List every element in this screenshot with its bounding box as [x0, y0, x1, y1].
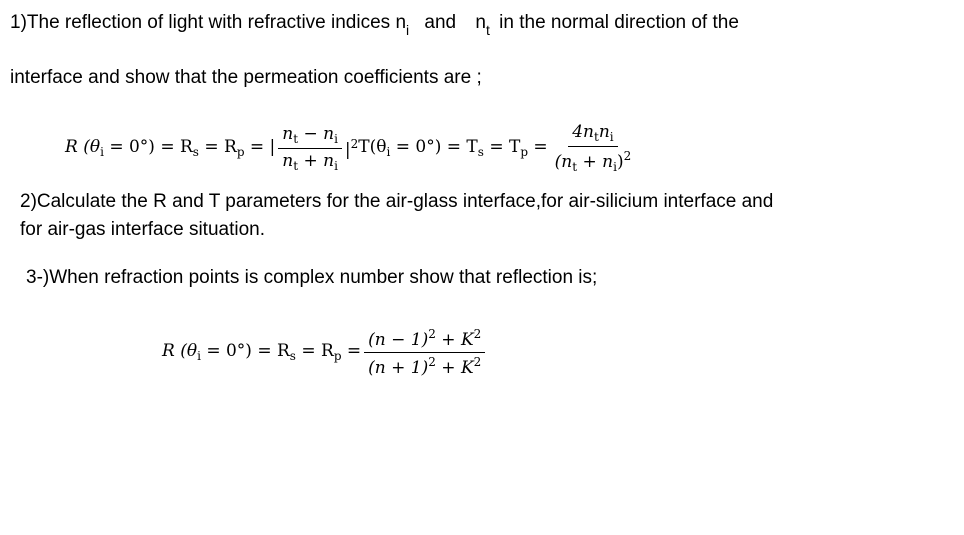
eq2-lhs: R $(\theta_i = 0^\circ) = R_s = R_p$ =	[162, 341, 362, 363]
question-1-line-2: interface and show that the permeation coefficients are ;	[10, 67, 482, 88]
q1-text-a: 1)The reflection of light with refractive indices n	[10, 12, 407, 33]
q1-and: and	[424, 12, 457, 33]
eq1-reflect-fraction: $\frac{n_t - n_i}{n_t + n_i}$	[278, 124, 342, 173]
q1-sub-t: t	[485, 22, 490, 38]
question-3-line-1: 3-)When refraction points is complex number show that reflection is;	[26, 267, 598, 288]
eq1-abs-close: $|^2$	[344, 136, 359, 160]
q1-nt: n	[475, 12, 486, 33]
eq1-transmit-fraction: $\frac{4n_tn_i}{(n_t + n_i)^2}$	[554, 122, 632, 174]
eq2-fraction: $\frac{(n - 1)^2 + K^2}{(n + 1)^2 + K^2}$	[364, 327, 485, 378]
q1-sub-i: i	[406, 22, 410, 38]
question-2-line-1: 2)Calculate the R and T parameters for the air-glass interface,for air-silicium interface and	[20, 191, 774, 212]
q1-text-b: in the normal direction of the	[499, 12, 739, 33]
equation-1	[65, 118, 638, 178]
question-2-line-2: for air-gas interface situation.	[20, 219, 266, 240]
equation-2	[162, 322, 488, 382]
eq1-lhs: R $(\theta_i = 0^\circ) = R_s = R_p$ = |	[65, 137, 276, 159]
question-1-line-1	[10, 12, 739, 38]
eq1-transmit-lhs: $T(\theta_i = 0^\circ) = T_s = T_p$ =	[358, 137, 548, 159]
